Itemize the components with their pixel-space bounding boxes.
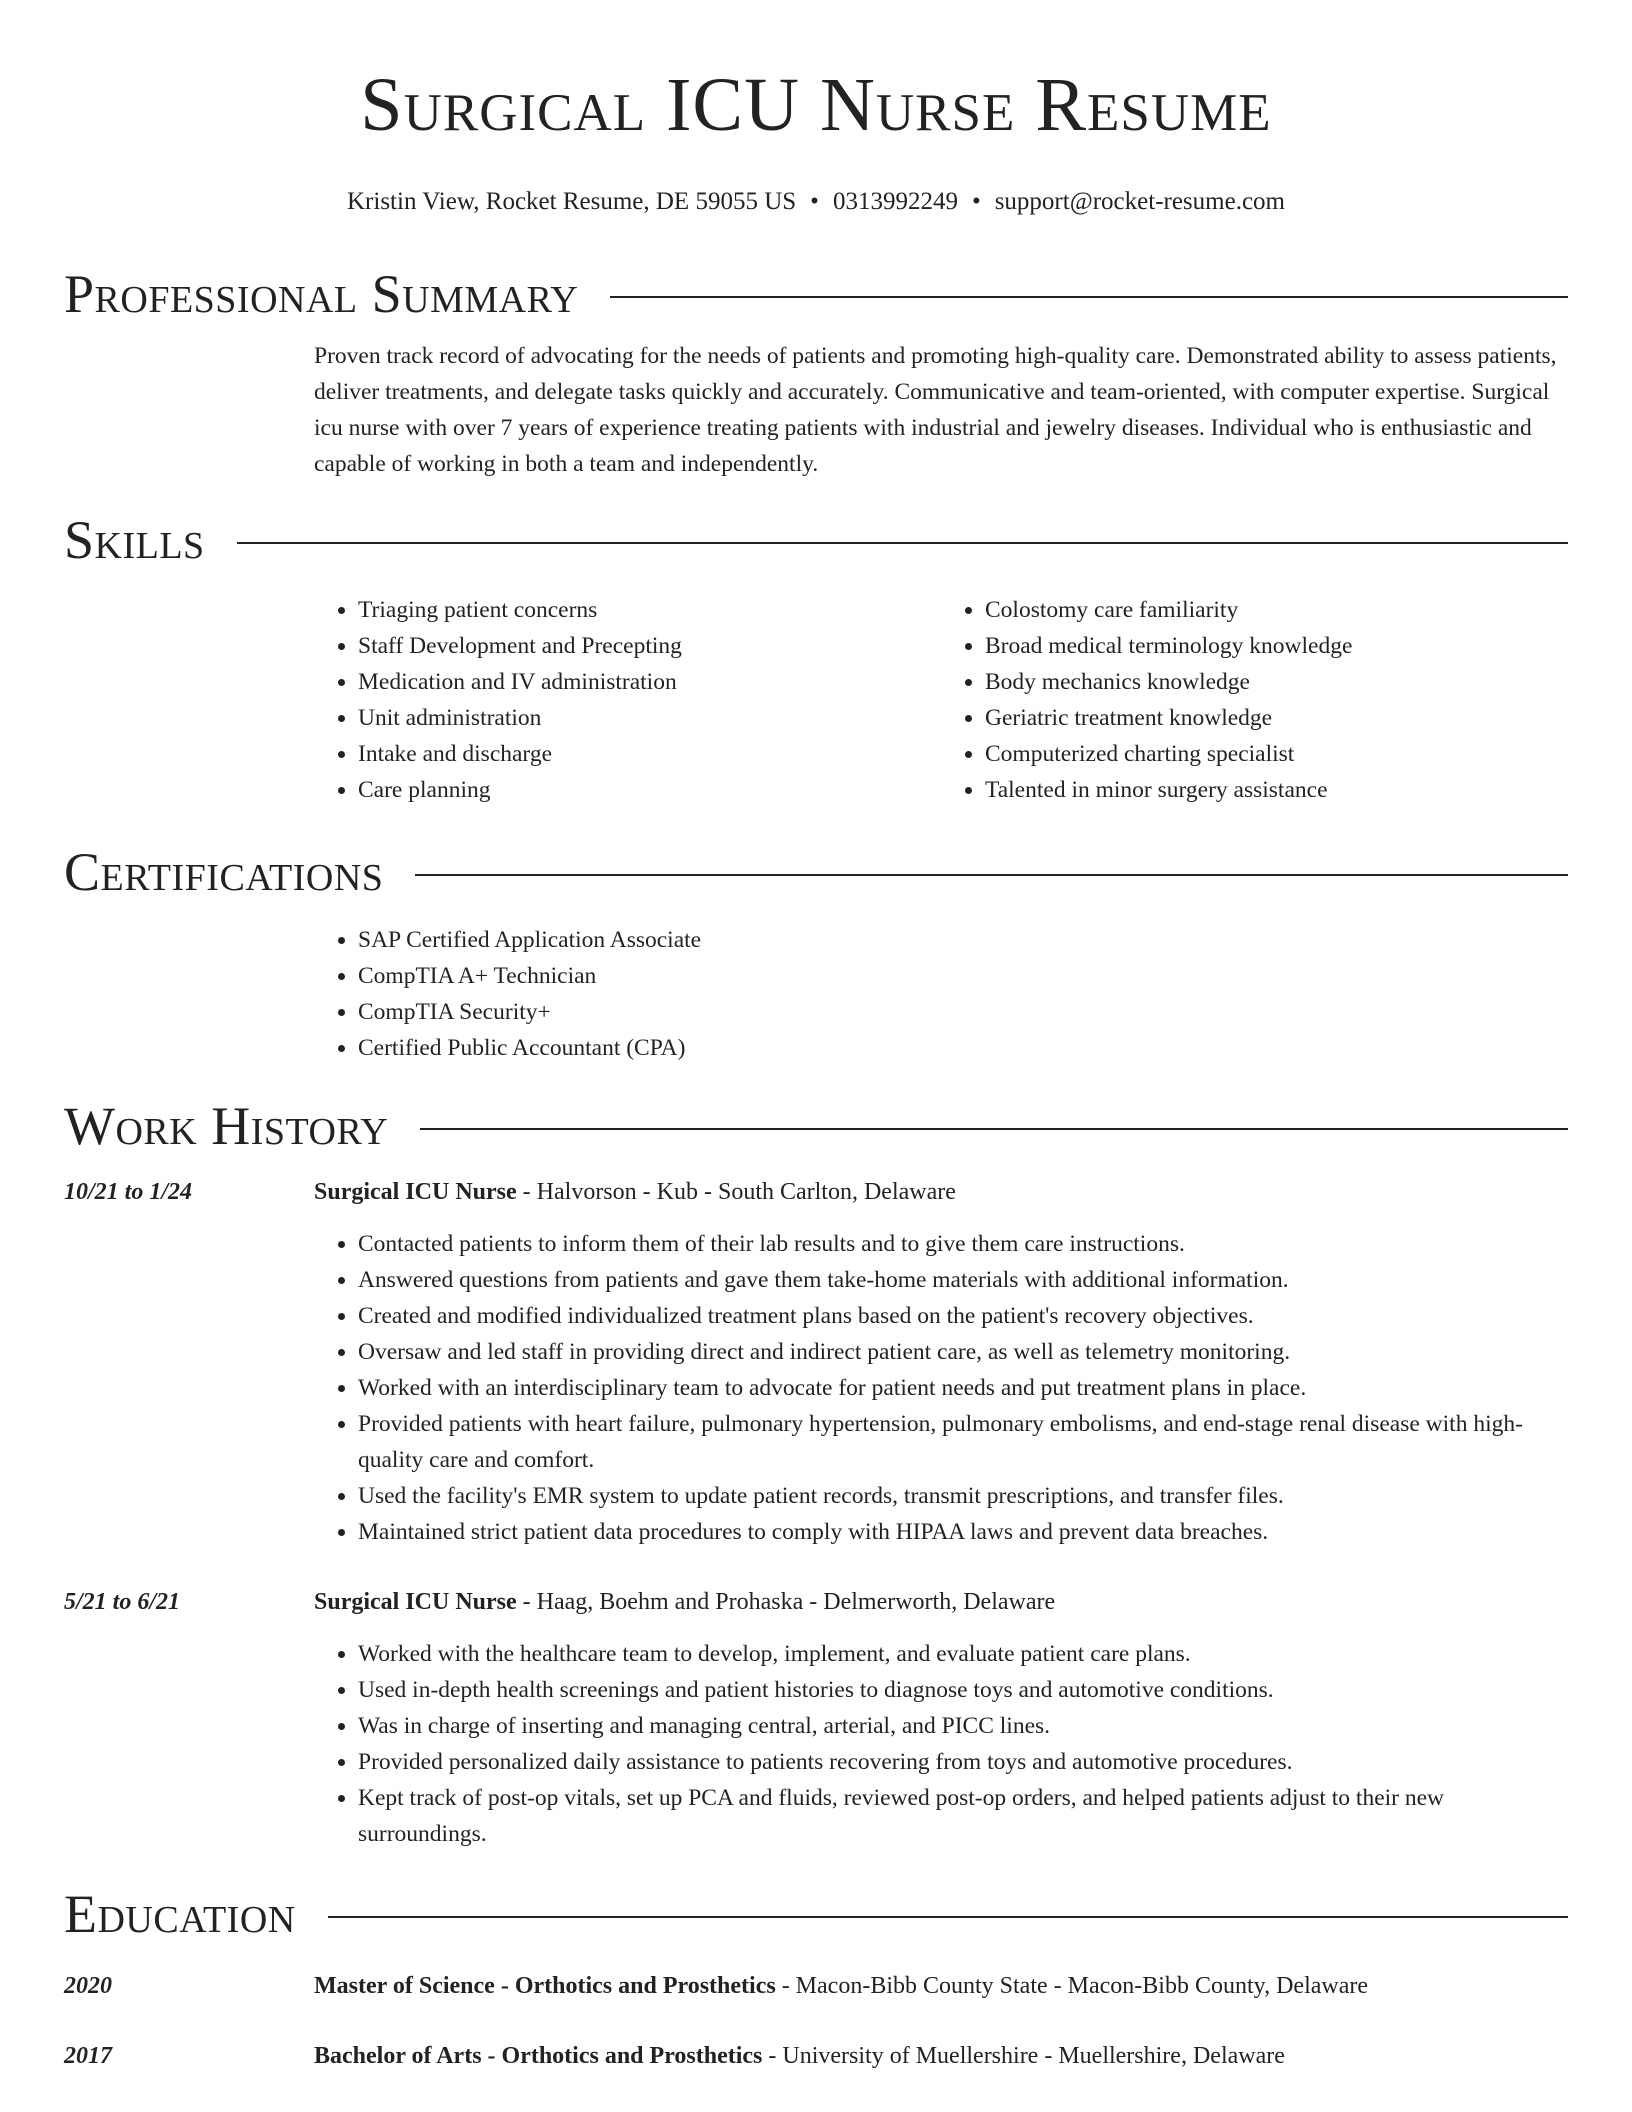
- job-employer: - Haag, Boehm and Prohaska - Delmerworth, Delaware: [516, 1589, 1056, 1615]
- job-dates: 10/21 to 1/24: [64, 1179, 193, 1205]
- certifications-heading: Certifications: [64, 842, 384, 902]
- certification-item: • CompTIA Security+: [358, 994, 1568, 1030]
- job-duties: [314, 1226, 1568, 1550]
- section-divider: [610, 296, 1568, 298]
- contact-separator: •: [971, 188, 981, 215]
- skills-section-header: [64, 508, 1568, 572]
- contact-line: [64, 186, 1568, 218]
- education-heading: Education: [64, 1884, 296, 1944]
- contact-phone: 0313992249: [832, 188, 958, 215]
- section-divider: [237, 542, 1568, 544]
- job-duty-item: • Kept track of post-op vitals, set up PCA and fluids, reviewed post-op orders, and helped patients adjust to their new surroundings.: [358, 1780, 1568, 1852]
- education-section-header: [64, 1882, 1568, 1946]
- job-duties-list: [314, 1226, 1568, 1550]
- skill-item: • Geriatric treatment knowledge: [985, 700, 1568, 736]
- skill-item: • Staff Development and Precepting: [358, 628, 941, 664]
- summary-text: Proven track record of advocating for the needs of patients and promoting high-quality care. Demonstrated ability to assess patients, deliver treatments, and delegate tasks quickly and accurately. Communicative and team-oriented, with computer expertise. Surgical icu nurse with over 7 years of experience treating patients with industrial and jewelry diseases. Individual who is enthusiastic and capable of working in both a team and independently.: [314, 343, 1557, 477]
- job-duty-item: • Created and modified individualized treatment plans based on the patient's recovery objectives.: [358, 1298, 1568, 1334]
- summary-section-header: [64, 262, 1568, 326]
- education-line: [314, 2038, 1285, 2074]
- job-employer: - Halvorson - Kub - South Carlton, Delaware: [516, 1179, 956, 1205]
- section-divider: [420, 1128, 1568, 1130]
- resume-title: Surgical ICU Nurse Resume: [360, 63, 1272, 147]
- job-duty-item: • Contacted patients to inform them of their lab results and to give them care instructions.: [358, 1226, 1568, 1262]
- job-entry-header: [64, 1174, 1568, 1210]
- job-duty-item: • Worked with an interdisciplinary team to advocate for patient needs and put treatment plans in place.: [358, 1370, 1568, 1406]
- job-duty-item: • Worked with the healthcare team to develop, implement, and evaluate patient care plans.: [358, 1636, 1568, 1672]
- education-line: [314, 1968, 1368, 2004]
- job-title: Surgical ICU Nurse: [314, 1179, 517, 1205]
- skills-heading: Skills: [64, 510, 205, 570]
- job-entry-header: [64, 1584, 1568, 1620]
- education-degree: Bachelor of Arts - Orthotics and Prosthetics: [314, 2043, 763, 2069]
- education-degree: Master of Science - Orthotics and Prosthetics: [314, 1973, 776, 1999]
- work-history-heading: Work History: [64, 1096, 389, 1156]
- skill-item: • Broad medical terminology knowledge: [985, 628, 1568, 664]
- skills-columns: [314, 592, 1568, 808]
- certification-item: • SAP Certified Application Associate: [358, 922, 1568, 958]
- job-duties: [314, 1636, 1568, 1852]
- skill-item: • Medication and IV administration: [358, 664, 941, 700]
- skills-list-right: [941, 592, 1568, 808]
- education-year: 2017: [64, 2043, 112, 2069]
- certifications-section-header: [64, 840, 1568, 904]
- skill-item: • Unit administration: [358, 700, 941, 736]
- work-history-section-header: [64, 1094, 1568, 1158]
- job-dates: 5/21 to 6/21: [64, 1589, 181, 1615]
- skill-item: • Talented in minor surgery assistance: [985, 772, 1568, 808]
- job-title-line: [314, 1174, 956, 1210]
- skill-item: • Body mechanics knowledge: [985, 664, 1568, 700]
- job-title-line: [314, 1584, 1055, 1620]
- education-entry: [64, 2038, 1568, 2074]
- job-duty-item: • Used in-depth health screenings and patient histories to diagnose toys and automotive conditions.: [358, 1672, 1568, 1708]
- summary-heading: Professional Summary: [64, 264, 579, 324]
- education-school: - University of Muellershire - Muellershire, Delaware: [762, 2043, 1285, 2069]
- job-duty-item: • Was in charge of inserting and managing central, arterial, and PICC lines.: [358, 1708, 1568, 1744]
- section-divider: [328, 1916, 1568, 1918]
- certifications-block: [314, 922, 1568, 1066]
- skill-item: • Triaging patient concerns: [358, 592, 941, 628]
- job-duty-item: • Answered questions from patients and gave them take-home materials with additional information.: [358, 1262, 1568, 1298]
- job-duty-item: • Used the facility's EMR system to update patient records, transmit prescriptions, and transfer files.: [358, 1478, 1568, 1514]
- job-duty-item: • Provided patients with heart failure, pulmonary hypertension, pulmonary embolisms, and end-stage renal disease with high-quality care and comfort.: [358, 1406, 1568, 1478]
- certifications-list: [314, 922, 1568, 1066]
- certification-item: • CompTIA A+ Technician: [358, 958, 1568, 994]
- job-duty-item: • Maintained strict patient data procedures to comply with HIPAA laws and prevent data breaches.: [358, 1514, 1568, 1550]
- contact-address: Kristin View, Rocket Resume, DE 59055 US: [347, 188, 797, 215]
- education-year: 2020: [64, 1973, 112, 1999]
- certification-item: • Certified Public Accountant (CPA): [358, 1030, 1568, 1066]
- job-duties-list: [314, 1636, 1568, 1852]
- skill-item: • Colostomy care familiarity: [985, 592, 1568, 628]
- contact-separator: •: [810, 188, 819, 215]
- contact-email: support@rocket-resume.com: [994, 188, 1285, 215]
- education-school: - Macon-Bibb County State - Macon-Bibb County, Delaware: [775, 1973, 1369, 1999]
- job-title: Surgical ICU Nurse: [314, 1589, 517, 1615]
- job-duty-item: • Provided personalized daily assistance to patients recovering from toys and automotive procedures.: [358, 1744, 1568, 1780]
- skill-item: • Intake and discharge: [358, 736, 941, 772]
- skill-item: • Care planning: [358, 772, 941, 808]
- section-divider: [415, 874, 1568, 876]
- skill-item: • Computerized charting specialist: [985, 736, 1568, 772]
- skills-list-left: [314, 592, 941, 808]
- job-duty-item: • Oversaw and led staff in providing direct and indirect patient care, as well as telemetry monitoring.: [358, 1334, 1568, 1370]
- education-entry: [64, 1968, 1568, 2004]
